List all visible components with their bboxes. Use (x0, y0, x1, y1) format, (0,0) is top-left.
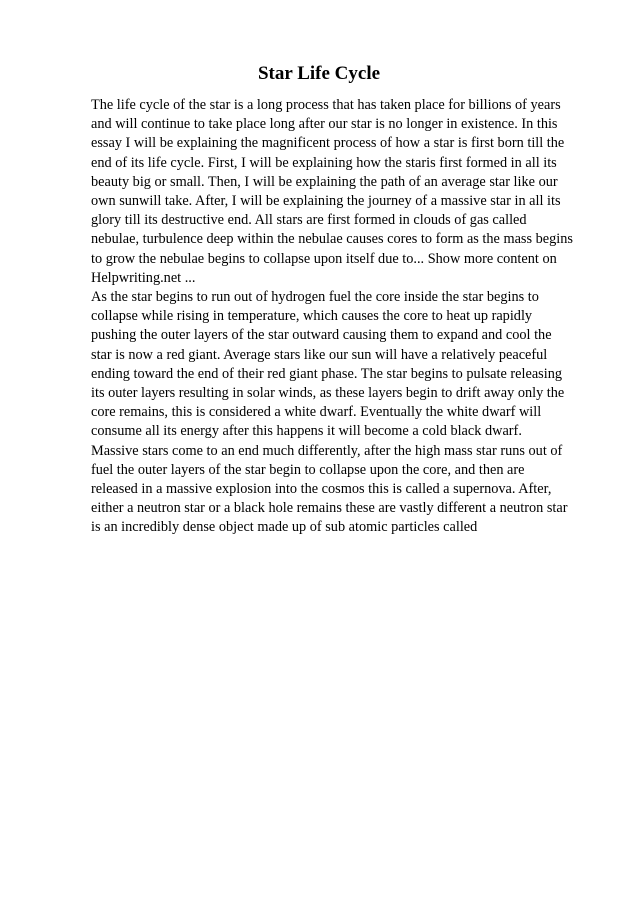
text-line: end of its life cycle. First, I will be explaining how the staris first formed in all its (91, 154, 557, 171)
text-line: glory till its destructive end. All stars are first formed in clouds of gas called (91, 212, 527, 229)
text-line: As the star begins to run out of hydrogen fuel the core inside the star begins to (91, 289, 539, 306)
text-line: own sunwill take. After, I will be explaining the journey of a massive star in all its (91, 193, 561, 210)
body-text (91, 96, 591, 538)
page-title: Star Life Cycle (257, 63, 381, 84)
text-line: ending toward the end of their red giant phase. The star begins to pulsate releasing (91, 365, 562, 382)
text-line: its outer layers resulting in solar winds, as these layers begin to drift away only the (91, 385, 565, 402)
text-line: nebulae, turbulence deep within the nebulae causes cores to form as the mass begins (91, 231, 573, 248)
text-line: pushing the outer layers of the star outward causing them to expand and cool the (91, 327, 552, 344)
text-line: Helpwriting.net ... (91, 269, 196, 286)
text-line: and will continue to take place long after our star is no longer in existence. In this (91, 116, 558, 133)
text-line: is an incredibly dense object made up of sub atomic particles called (91, 519, 478, 536)
text-line: The life cycle of the star is a long process that has taken place for billions of years (91, 97, 561, 113)
text-line: either a neutron star or a black hole remains these are vastly different a neutron star (91, 500, 568, 517)
text-line: consume all its energy after this happens it will become a cold black dwarf. (91, 423, 522, 440)
text-line: core remains, this is considered a white dwarf. Eventually the white dwarf will (91, 404, 542, 421)
text-line: beauty big or small. Then, I will be explaining the path of an average star like our (91, 173, 558, 190)
text-line: to grow the nebulae begins to collapse upon itself due to... Show more content on (91, 250, 557, 267)
text-line: fuel the outer layers of the star begin to collapse upon the core, and then are (91, 461, 525, 478)
text-line: Massive stars come to an end much differently, after the high mass star runs out of (91, 442, 563, 459)
text-line: collapse while rising in temperature, which causes the core to heat up rapidly (91, 308, 533, 325)
text-line: essay I will be explaining the magnificent process of how a star is first born till the (91, 135, 565, 152)
text-line: star is now a red giant. Average stars like our sun will have a relatively peaceful (91, 346, 548, 363)
text-line: released in a massive explosion into the cosmos this is called a supernova. After, (91, 481, 552, 498)
